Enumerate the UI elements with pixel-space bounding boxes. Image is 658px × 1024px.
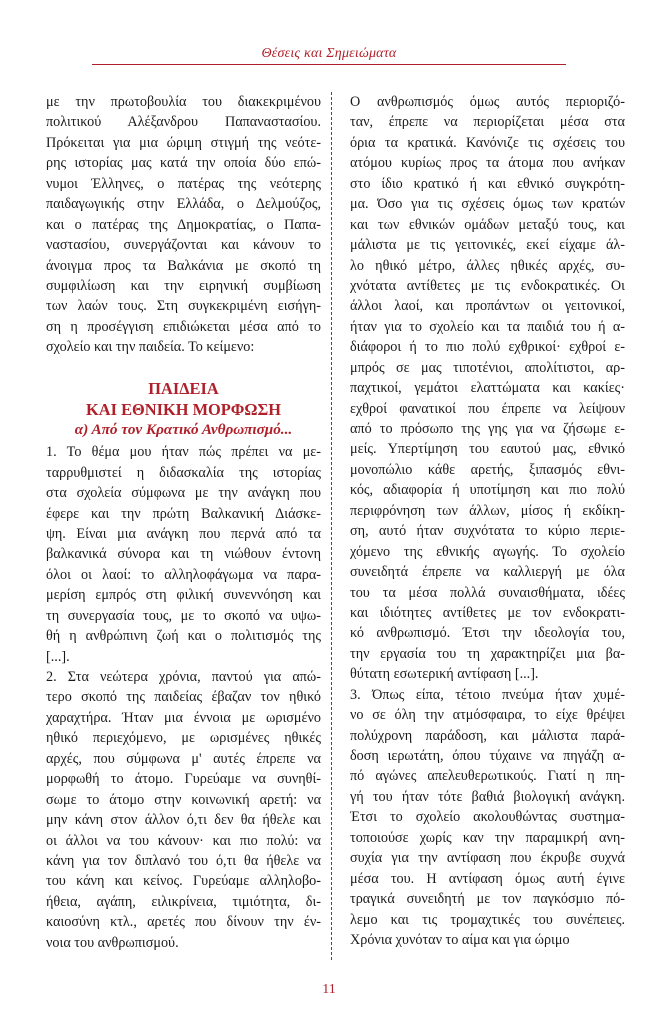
text-line: οι άλλοι να του κάνουν· και πιο πολύ: να bbox=[46, 832, 321, 849]
text-line: όλοι οι λαοί: το αλληλοφάγωμα να παρα- bbox=[46, 566, 321, 583]
text-line: συχία για την αντίφαση που έκρυβε συχνά bbox=[350, 850, 625, 867]
right-body-text bbox=[350, 92, 625, 950]
text-line: μην κάνη στον άλλον ό,τι δεν θα ήθελε και bbox=[46, 812, 321, 829]
text-line: με την πρωτοβουλία του διακεκριμένου bbox=[46, 94, 321, 110]
text-line: στα σχολεία σύμφωνα με την ανάγκη που bbox=[46, 485, 321, 502]
text-line: στο ίδιο κρατικό ή και εθνικό συγκρότη- bbox=[350, 175, 625, 192]
text-line: Πρόκειται για μια ώριμη στιγμή της νεότε- bbox=[46, 134, 321, 151]
text-line: του τα μέσα πολλά συναισθήματα, ιδέες bbox=[350, 584, 625, 601]
text-line: χαραχτήρα. Ήταν μια έννοια με ωρισμένο bbox=[46, 709, 321, 726]
text-line: μείς. Υπερτίμηση του εαυτού μας, εθνικό bbox=[350, 441, 625, 458]
page-number: 11 bbox=[322, 982, 336, 997]
text-line: παιδαγωγικής στην Ελλάδα, ο Δελμούζος, bbox=[46, 196, 321, 213]
text-line: τραγικά συνειδητή με τον παγκόσμιο πό- bbox=[350, 891, 625, 908]
text-line: τη συνεργασία τους, με το σκοπό να υψω- bbox=[46, 607, 321, 624]
text-line: από το πρόσωπο της γης για να ζήσωμε ε- bbox=[350, 421, 625, 437]
text-line: πό αγώνες απελευθερωτικούς. Γιατί η πη- bbox=[350, 768, 625, 785]
text-line: χόμενο της εθνικής αγωγής. Το σχολείο bbox=[350, 543, 625, 560]
text-line: των λαών τους. Στη συγκεκριμένη εισήγη- bbox=[46, 298, 321, 315]
header-rule bbox=[92, 64, 566, 65]
text-line: 2. Στα νεώτερα χρόνια, παντού για απώ- bbox=[46, 669, 321, 685]
text-line: κό ανθρωπισμό. Έτσι την ιδεολογία του, bbox=[350, 625, 625, 642]
text-line: ατόμου κυρίως προς τα άτομα που ανήκαν bbox=[350, 155, 625, 172]
section-heading-line2: ΚΑΙ ΕΘΝΙΚΗ ΜΟΡΦΩΣΗ bbox=[86, 399, 281, 419]
text-line: σωμε το άτομο στην κοινωνική αρετή: να bbox=[46, 791, 321, 808]
text-line: τοποιούσε χωρίς καν την παραμικρή ανη- bbox=[350, 829, 625, 846]
text-line: θύτατη εσωτερική αντίφαση [...]. bbox=[350, 666, 539, 683]
text-line: και ιδιότητες αντίθετες με τον ενδοκρατι- bbox=[350, 604, 625, 621]
text-line: του κάνη και κείνος. Γυρεύαμε αλληλοβο- bbox=[46, 873, 321, 890]
text-line: τερο σκοπό της παιδείας έβαζαν τον ηθικό bbox=[46, 689, 321, 706]
text-line: σχολείο και την παιδεία. Το κείμενο: bbox=[46, 339, 255, 356]
text-line: περιφρόνηση των άλλων, μίσος ή εκδίκη- bbox=[350, 502, 625, 519]
text-line: χνότατα αντίθετες με τις ενδοκρατικές. Οι bbox=[350, 277, 625, 294]
column-divider bbox=[331, 92, 332, 960]
text-line: μα. Όσο για τις σχέσεις όμως των κρατών bbox=[350, 196, 625, 213]
text-line: και ο πατέρας της Δημοκρατίας, ο Παπα- bbox=[46, 216, 321, 233]
text-line: βαλκανικά σύνορα και τη νιώθουν έντονη bbox=[46, 546, 321, 563]
text-line: κός, αδιαφορία ή υποτίμηση και πιο πολύ bbox=[350, 482, 625, 499]
text-line: [...]. bbox=[46, 648, 70, 665]
text-line: 3. Όπως είπα, τέτοιο πνεύμα ήταν χυμέ- bbox=[350, 686, 625, 703]
text-line: ήθεια, αγάπη, ειλικρίνεια, τιμιότητα, δι- bbox=[46, 893, 321, 910]
text-line: λο ηθικό μέτρο, άλλες ηθικές αρχές, συ- bbox=[350, 257, 625, 274]
text-line: ναστασίου, συνεργάζονται και κάνουν το bbox=[46, 237, 321, 254]
section-subheading: α) Από τον Κρατικό Ανθρωπισμό... bbox=[74, 420, 293, 438]
text-line: μορφωθή το άτομο. Γυρεύαμε να συνηθί- bbox=[46, 771, 321, 788]
text-line: ταρρυθμιστεί η διδασκαλία της ιστορίας bbox=[46, 464, 321, 481]
text-line: νοια του ανθρωπισμού. bbox=[46, 934, 179, 951]
right-column bbox=[350, 92, 625, 950]
text-line: λεμο και τις τρομαχτικές του συνέπειες. bbox=[350, 911, 625, 928]
text-line: πολιτικού Αλέξανδρου Παπαναστασίου. bbox=[46, 114, 321, 131]
text-line: αρχές, που σύμφωνα μ' αυτές έπρεπε να bbox=[46, 750, 321, 767]
text-line: κάνη για τον διπλανό του ό,τι θα ήθελε να bbox=[46, 852, 321, 869]
text-line: συνειδητά έπρεπε να καλλιεργή με όλα bbox=[350, 564, 625, 581]
text-line: άλλοι λαοί, και προπάντων οι γειτονικοί, bbox=[350, 298, 625, 315]
text-line: γή του ήταν τότε βαθιά βιολογική ανάγκη. bbox=[350, 788, 625, 805]
text-line: και των εθνικών ομάδων μεταξύ τους, και bbox=[350, 216, 625, 233]
text-line: διάφοροι ή το πιο πολύ εχθρικοί· εχθροί ε- bbox=[350, 339, 625, 356]
text-line: δοση ιερωτάτη, όπου τύχαινε να πηγάζη α- bbox=[350, 748, 625, 764]
text-line: μέσα του. Η αντίφαση όμως αυτή έγινε bbox=[350, 870, 625, 887]
text-line: άνοιγμα προς τα Βαλκάνια με σκοπό τη bbox=[46, 257, 321, 274]
text-line: παχτικοί, γεμάτοι ελαττώματα και κακίες· bbox=[350, 380, 625, 397]
text-line: Χρόνια χυνόταν το αίμα και για ώριμο bbox=[350, 931, 570, 948]
left-column bbox=[46, 92, 321, 953]
text-line: ση η προσέγγιση επιδιώκεται μέσα από το bbox=[46, 318, 321, 335]
text-line: καιοσύνη κτλ., αρετές που δίνουν την έν- bbox=[46, 914, 321, 931]
text-line: μάλιστα με τις γειτονικές, εκεί είχαμε άλ- bbox=[350, 237, 625, 254]
text-line: 1. Το θέμα μου ήταν πώς πρέπει να με- bbox=[46, 444, 321, 461]
intro-paragraph bbox=[46, 92, 321, 358]
text-line: ηθικό περιεχόμενο, με ωρισμένες ηθικές bbox=[46, 730, 321, 747]
left-body-text bbox=[46, 442, 321, 953]
text-line: πολύχρονη παράδοση, και μάλιστα παρά- bbox=[350, 727, 625, 744]
text-line: συμφιλίωση και την ειρηνική συμβίωση bbox=[46, 277, 321, 294]
text-line: νο σε όλη την ατμόσφαιρα, το είχε θρέψει bbox=[350, 707, 625, 724]
text-line: Έτσι το σχολείο ακολουθώντας συστημα- bbox=[350, 809, 625, 826]
running-header: Θέσεις και Σημειώματα bbox=[261, 46, 397, 61]
text-line: μπρός σε μας τιποτένιοι, απολίτιστοι, αρ- bbox=[350, 359, 625, 376]
text-line: μερίση εμπρός στη φιλική συνεννόηση και bbox=[46, 587, 321, 604]
text-line: ση, αυτό ήταν συχνότατα το κύριο περιε- bbox=[350, 523, 625, 540]
text-line: ψη. Είναι μια ανάγκη που περνά από τα bbox=[46, 525, 321, 542]
text-line: εχθροί φανατικοί που έπρεπε να λείψουν bbox=[350, 400, 625, 417]
text-line: όρια τα κρατικά. Κανόνιζε τις σχέσεις του bbox=[350, 134, 625, 151]
section-heading-block bbox=[46, 378, 321, 441]
text-line: ρης ιστορίας μας κατά την οποία δύο επώ- bbox=[46, 155, 321, 172]
text-line: την εργασία του τη χαρακτηρίζει μια βα- bbox=[350, 645, 625, 662]
text-line: έφερε και την πρώτη Βαλκανική Διάσκε- bbox=[46, 505, 321, 522]
text-line: ήταν για το σχολείο και τα παιδιά του ή α- bbox=[350, 318, 625, 335]
text-line: θή η ανθρώπινη ζωή και ο πολιτισμός της bbox=[46, 628, 321, 645]
text-line: ταν, έπρεπε να περιορίζεται μέσα στα bbox=[350, 114, 625, 131]
text-line: μονοπώλιο κάθε αρετής, ξιπασμός εθνι- bbox=[350, 461, 625, 478]
section-heading-line1: ΠΑΙΔΕΙΑ bbox=[148, 378, 219, 398]
text-line: Ο ανθρωπισμός όμως αυτός περιοριζό- bbox=[350, 94, 625, 110]
text-line: νυμοι Έλληνες, ο πατέρας της νεότερης bbox=[46, 175, 321, 192]
